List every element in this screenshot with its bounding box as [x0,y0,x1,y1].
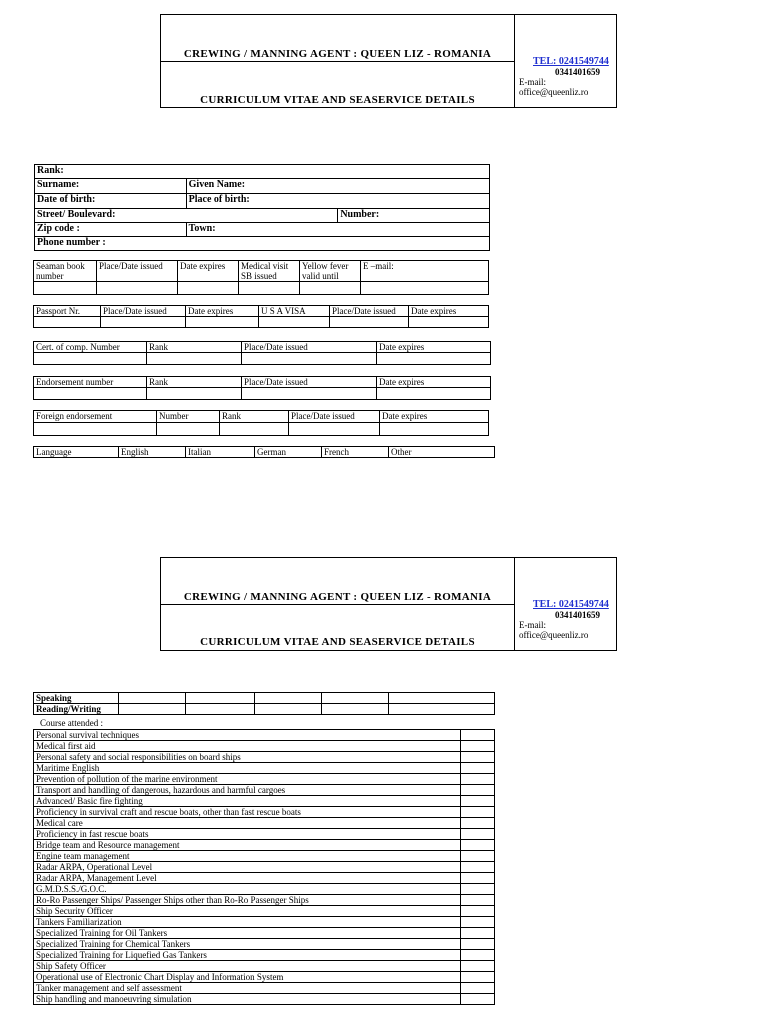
foreign-place-header: Place/Date issued [289,411,380,423]
course-check-cell[interactable] [461,840,495,851]
course-name: Specialized Training for Chemical Tankers [34,939,461,950]
german-header: German [255,447,322,458]
cert-rank-header: Rank [147,342,242,353]
email-header: E –mail: [361,261,489,282]
visa-place-header: Place/Date issued [330,306,409,317]
foreign-cell[interactable] [220,423,289,436]
foreign-endorsement-table [33,410,489,436]
course-row [34,917,495,928]
course-row [34,895,495,906]
course-row [34,873,495,884]
course-row [34,741,495,752]
course-name: Radar ARPA, Operational Level [34,862,461,873]
personal-info-table [34,164,490,251]
phone-field[interactable]: Phone number : [35,237,490,251]
course-name: Engine team management [34,851,461,862]
passport-cell[interactable] [330,317,409,328]
course-check-cell[interactable] [461,785,495,796]
course-name: Proficiency in fast rescue boats [34,829,461,840]
passport-cell[interactable] [186,317,259,328]
course-row [34,796,495,807]
endorsement-cell[interactable] [34,388,147,400]
zip-field[interactable]: Zip code : [35,223,187,237]
course-check-cell[interactable] [461,961,495,972]
tel2: 0341401659 [555,67,600,77]
course-row [34,763,495,774]
foreign-expires-header: Date expires [380,411,489,423]
email[interactable]: office@queenliz.ro [519,87,589,97]
course-row [34,840,495,851]
endorsement-cell[interactable] [147,388,242,400]
skill-cell[interactable] [255,704,322,715]
course-check-cell[interactable] [461,873,495,884]
course-row [34,983,495,994]
course-name: Ro-Ro Passenger Ships/ Passenger Ships other than Ro-Ro Passenger Ships [34,895,461,906]
pob-field[interactable]: Place of birth: [186,194,489,209]
course-name: Tanker management and self assessment [34,983,461,994]
course-name: Ship Safety Officer [34,961,461,972]
cert-expires-header: Date expires [377,342,491,353]
email[interactable]: office@queenliz.ro [519,630,589,640]
cert-number-header: Cert. of comp. Number [34,342,147,353]
seaman-cell[interactable] [178,282,239,295]
course-name: Transport and handling of dangerous, hazardous and harmful cargoes [34,785,461,796]
foreign-cell[interactable] [289,423,380,436]
seaman-table [33,260,489,295]
course-check-cell[interactable] [461,994,495,1005]
speaking-label: Speaking [34,693,119,704]
language-table [33,446,495,458]
course-check-cell[interactable] [461,972,495,983]
course-name: Proficiency in survival craft and rescue boats, other than fast rescue boats [34,807,461,818]
english-header: English [119,447,186,458]
course-check-cell[interactable] [461,763,495,774]
course-row [34,730,495,741]
agent-title: CREWING / MANNING AGENT : QUEEN LIZ - ROMANIA [183,48,492,60]
course-check-cell[interactable] [461,829,495,840]
town-field[interactable]: Town: [186,223,489,237]
course-row [34,752,495,763]
endorsement-number-header: Endorsement number [34,377,147,388]
language-header: Language [34,447,119,458]
skill-cell[interactable] [255,693,322,704]
course-check-cell[interactable] [461,796,495,807]
course-row [34,829,495,840]
rank-field[interactable]: Rank: [35,165,490,179]
header-box-2 [160,557,617,651]
course-row [34,818,495,829]
course-name: Ship Security Officer [34,906,461,917]
endorsement-place-header: Place/Date issued [242,377,377,388]
skill-cell[interactable] [186,693,255,704]
course-check-cell[interactable] [461,906,495,917]
course-check-cell[interactable] [461,851,495,862]
course-title: Course attended : [40,718,103,728]
course-row [34,972,495,983]
skill-cell[interactable] [322,693,389,704]
cv-subtitle: CURRICULUM VITAE AND SEASERVICE DETAILS [200,636,475,648]
italian-header: Italian [186,447,255,458]
course-row [34,774,495,785]
header-divider [161,604,514,605]
skill-cell[interactable] [119,693,186,704]
cv-subtitle: CURRICULUM VITAE AND SEASERVICE DETAILS [200,94,475,106]
skill-cell[interactable] [389,704,495,715]
usa-visa-header: U S A VISA [259,306,330,317]
course-check-cell[interactable] [461,807,495,818]
medical-header: Medical visit SB issued [239,261,300,282]
cert-place-header: Place/Date issued [242,342,377,353]
course-row [34,961,495,972]
course-row [34,994,495,1005]
course-check-cell[interactable] [461,895,495,906]
foreign-cell[interactable] [380,423,489,436]
course-check-cell[interactable] [461,730,495,741]
course-row [34,906,495,917]
course-check-cell[interactable] [461,928,495,939]
course-check-cell[interactable] [461,774,495,785]
language-skills-table [33,692,495,715]
tel-link[interactable]: TEL: 0241549744 [533,56,609,67]
course-check-cell[interactable] [461,884,495,895]
passport-header: Passport Nr. [34,306,101,317]
course-check-cell[interactable] [461,862,495,873]
course-row [34,785,495,796]
course-name: Personal safety and social responsibilities on board ships [34,752,461,763]
passport-cell[interactable] [34,317,101,328]
passport-expires-header: Date expires [186,306,259,317]
tel2: 0341401659 [555,610,600,620]
dob-field[interactable]: Date of birth: [35,194,187,209]
endorsement-expires-header: Date expires [377,377,491,388]
course-name: Personal survival techniques [34,730,461,741]
foreign-rank-header: Rank [220,411,289,423]
endorsement-cell[interactable] [377,388,491,400]
given-name-field[interactable]: Given Name: [186,179,489,194]
course-row [34,950,495,961]
course-name: Specialized Training for Liquefied Gas Tankers [34,950,461,961]
seaman-place-header: Place/Date issued [97,261,178,282]
street-field[interactable]: Street/ Boulevard: [35,209,338,223]
skill-cell[interactable] [322,704,389,715]
cert-cell[interactable] [147,353,242,365]
course-name: Operational use of Electronic Chart Display and Information System [34,972,461,983]
seaman-cell[interactable] [97,282,178,295]
course-row [34,939,495,950]
header-divider [161,61,514,62]
course-name: Specialized Training for Oil Tankers [34,928,461,939]
email-label: E-mail: [519,77,546,87]
reading-writing-label: Reading/Writing [34,704,119,715]
course-check-cell[interactable] [461,741,495,752]
foreign-number-header: Number [157,411,220,423]
yellow-fever-header: Yellow fever valid until [300,261,361,282]
seaman-cell[interactable] [361,282,489,295]
courses-table [33,729,495,1005]
skill-cell[interactable] [186,704,255,715]
seaman-cell[interactable] [300,282,361,295]
skill-cell[interactable] [389,693,495,704]
skill-cell[interactable] [119,704,186,715]
course-name: Advanced/ Basic fire fighting [34,796,461,807]
passport-cell[interactable] [101,317,186,328]
seaman-expires-header: Date expires [178,261,239,282]
header-box-1 [160,14,617,108]
course-name: Bridge team and Resource management [34,840,461,851]
course-name: Tankers Familiarization [34,917,461,928]
other-header: Other [389,447,495,458]
course-row [34,884,495,895]
contact-block [517,599,615,640]
foreign-endorsement-header: Foreign endorsement [34,411,157,423]
course-name: Medical care [34,818,461,829]
course-row [34,807,495,818]
cert-cell[interactable] [377,353,491,365]
seaman-cell[interactable] [34,282,97,295]
visa-expires-header: Date expires [409,306,489,317]
course-check-cell[interactable] [461,983,495,994]
surname-field[interactable]: Surname: [35,179,187,194]
course-check-cell[interactable] [461,752,495,763]
foreign-cell[interactable] [157,423,220,436]
course-check-cell[interactable] [461,917,495,928]
email-label: E-mail: [519,620,546,630]
endorsement-cell[interactable] [242,388,377,400]
number-field[interactable]: Number: [338,209,490,223]
cert-cell[interactable] [34,353,147,365]
passport-cell[interactable] [409,317,489,328]
course-name: G.M.D.S.S./G.O.C. [34,884,461,895]
course-name: Maritime English [34,763,461,774]
course-name: Prevention of pollution of the marine environment [34,774,461,785]
course-row [34,851,495,862]
seaman-cell[interactable] [239,282,300,295]
endorsement-rank-header: Rank [147,377,242,388]
passport-cell[interactable] [259,317,330,328]
passport-table [33,305,489,328]
course-row [34,928,495,939]
course-check-cell[interactable] [461,950,495,961]
endorsement-table [33,376,491,400]
course-row [34,862,495,873]
cert-table [33,341,491,365]
cert-cell[interactable] [242,353,377,365]
tel-link[interactable]: TEL: 0241549744 [533,599,609,610]
agent-title: CREWING / MANNING AGENT : QUEEN LIZ - ROMANIA [183,591,492,603]
passport-place-header: Place/Date issued [101,306,186,317]
course-check-cell[interactable] [461,818,495,829]
contact-block [517,56,615,97]
french-header: French [322,447,389,458]
course-name: Radar ARPA, Management Level [34,873,461,884]
course-name: Medical first aid [34,741,461,752]
course-name: Ship handling and manoeuvring simulation [34,994,461,1005]
seaman-book-header: Seaman book number [34,261,97,282]
foreign-cell[interactable] [34,423,157,436]
course-check-cell[interactable] [461,939,495,950]
